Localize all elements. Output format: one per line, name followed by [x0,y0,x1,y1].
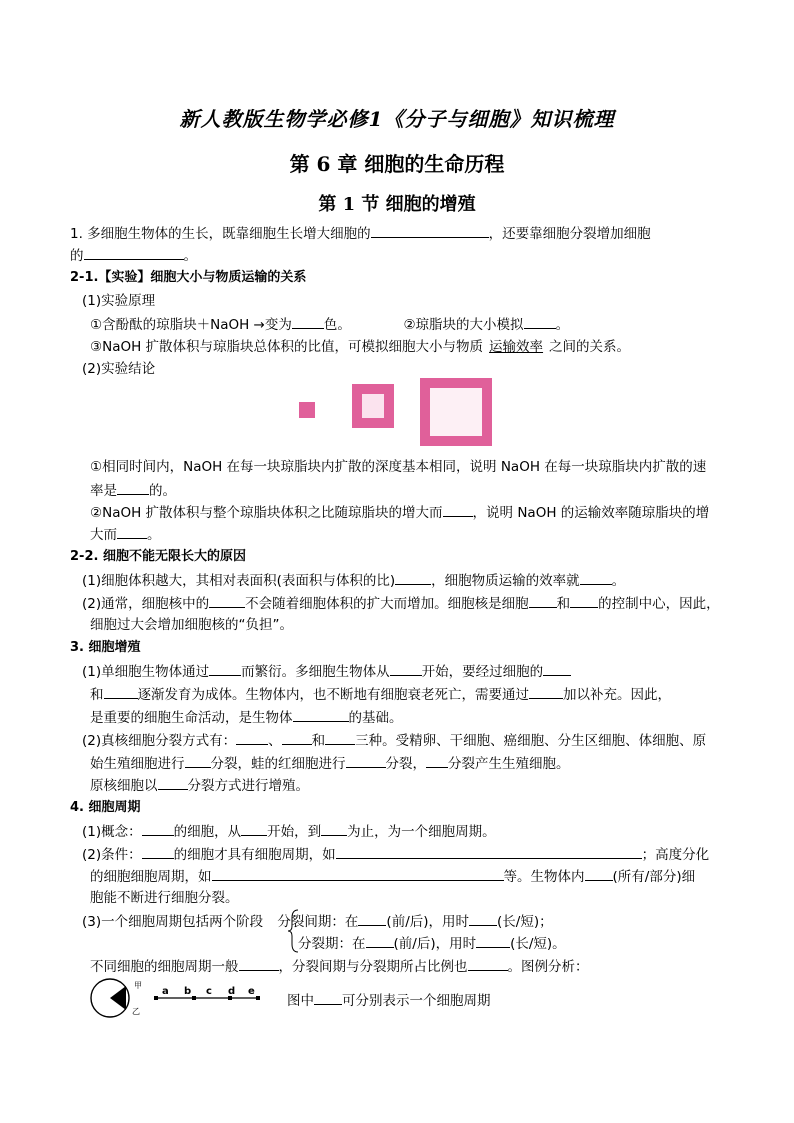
circle-label-2: 乙 [132,1007,140,1016]
chapter-heading: 第 6 章 细胞的生命历程 [289,152,505,176]
blank [443,503,473,517]
prolif-1-text-f: 加以补充。因此， [563,687,671,703]
medium-agar-core [362,394,384,418]
blank [209,594,245,608]
q1-text-a: 1. 多细胞生物体的生长，既靠细胞生长增大细胞的 [70,226,371,242]
prolif-2c [90,776,309,795]
cycle-2-text-c: ；高度分化 [641,847,710,863]
reason-2-text-b: 不会随着细胞体积的扩大而增加。细胞核是细胞 [245,596,529,612]
principle-2-tail: 。 [555,317,570,333]
principle-3-tail: 之间的关系。 [549,339,631,355]
reason-2 [82,594,720,613]
blank [314,991,342,1005]
segment-mark [192,996,196,1000]
blank [84,246,184,260]
cycle-3 [82,912,553,931]
cycle-2-text-f: (所有/部分)细 [612,869,696,885]
blank [239,957,279,971]
blank [395,571,431,585]
q1-text-b: ，还要靠细胞分裂增加细胞 [488,226,651,242]
q1-line-2 [70,246,197,265]
large-agar-core [430,388,482,436]
cycle-2-text-d: 的细胞细胞周期，如 [90,869,212,885]
q1-text-d: 。 [183,248,197,264]
conclusion-1b [90,481,176,500]
prolif-1-text-c: 开始，要经过细胞的 [421,664,544,680]
blank [585,867,613,881]
prolif-1 [82,662,571,681]
conclusion-2b [90,525,161,544]
cycle-1-text-b: 的细胞，从 [173,824,242,840]
conclusion-2-text: ②NaOH 扩散体积与整个琼脂块体积之比随琼脂块的增大而 [90,505,443,521]
segment-mark [256,996,260,1000]
blank [185,754,211,768]
heading-2-1: 2-1.【实验】细胞大小与物质运输的关系 [70,270,307,285]
reason-2-text-d: 的控制中心，因此， [598,596,720,612]
blank [321,822,347,836]
prolif-2 [82,731,706,750]
segment-label-c: c [206,986,212,997]
principle-3-text: ③NaOH 扩散体积与琼脂块总体积的比值，可模拟细胞大小与物质 [90,339,484,355]
principle-2-text: ②琼脂块的大小模拟 [403,317,524,333]
blank [426,754,448,768]
q1-line [70,224,651,243]
blank [117,481,149,495]
conclusion-2-text-c: 大而 [90,527,117,543]
prolif-2-text-b: 、 [268,733,282,749]
cell-cycle-figure [88,972,270,1024]
prolif-2-text-e: 始生殖细胞进行 [90,756,185,772]
segment-label-a: a [162,986,169,997]
blank [469,912,497,926]
underlined-answer: 运输效率 [489,339,544,355]
conclusion-2-tail: 。 [147,527,161,543]
blank [236,731,268,745]
reason-2b: 细胞过大会增加细胞核的“负担”。 [90,617,293,633]
conclusion-1-text-b: 率是 [90,483,117,499]
blank [209,662,241,676]
cycle-3-text-b: 分裂间期：在 [277,914,359,930]
blank [476,934,510,948]
cycle-4-text: 不同细胞的细胞周期一般 [90,959,239,975]
figure-question-tail: 可分别表示一个细胞周期 [342,993,491,1009]
prolif-2-text-d: 三种。受精卵、干细胞、癌细胞、分生区细胞、体细胞、原 [355,733,707,749]
q1-text-c: 的 [70,248,84,264]
conclusion-2-text-b: ，说明 NaOH 的运输效率随琼脂块的增 [472,505,710,521]
conclusion-2 [90,503,709,522]
conclusion-label: (2)实验结论 [82,361,156,377]
reason-1-text-b: ，细胞物质运输的效率就 [431,573,580,589]
agar-blocks-image [292,374,504,450]
prolif-2-text-f: 分裂，蛙的红细胞进行 [210,756,346,772]
blank [336,845,642,859]
prolif-2-text-j: 分裂方式进行增殖。 [187,778,309,794]
small-agar-block [299,402,315,418]
segment-label-e: e [248,986,255,997]
reason-2-text: (2)通常，细胞核中的 [82,596,210,612]
conclusion-1-text: ①相同时间内，NaOH 在每一块琼脂块内扩散的深度基本相同，说明 NaOH 在每一块琼脂块内扩散的速 [90,459,707,475]
principle-1-tail: 色。 [323,317,351,333]
segment-label-d: d [228,986,236,997]
prolif-1b [90,685,671,704]
prolif-1-text: (1)单细胞生物体通过 [82,664,210,680]
blank [346,754,386,768]
reason-2-text-c: 和 [556,596,571,612]
principle-1 [90,315,569,334]
blank [529,685,563,699]
heading-2-2: 2-2. 细胞不能无限长大的原因 [70,549,246,564]
cycle-1 [82,822,496,841]
blank [282,731,312,745]
section-heading: 第 1 节 细胞的增殖 [318,194,476,215]
cycle-2b [90,867,695,886]
blank [212,867,504,881]
cycle-1-text-d: 为止，为一个细胞周期。 [347,824,496,840]
cycle-1-text-c: 开始，到 [267,824,322,840]
figure-question [287,991,491,1010]
prolif-1-text-d: 和 [90,687,104,703]
prolif-2-text-c: 和 [311,733,326,749]
prolif-1-text-b: 而繁衍。多细胞生物体从 [241,664,390,680]
prolif-2b [90,754,570,773]
prolif-1-text-h: 的基础。 [348,710,403,726]
blank [371,224,489,238]
segment-label-b: b [184,986,192,997]
segment-mark [154,996,158,1000]
cycle-2c: 胞能不断进行细胞分裂。 [90,890,239,906]
prolif-2-text-i: 原核细胞以 [90,778,158,794]
cycle-3-text-e: 分裂期：在 [298,936,366,952]
cycle-1-text: (1)概念： [82,824,142,840]
blank [390,662,422,676]
blank [142,845,174,859]
conclusion-1-tail: 的。 [149,483,176,499]
blank [104,685,138,699]
heading-3: 3. 细胞增殖 [70,640,141,655]
blank [468,957,508,971]
prolif-2-text-g: 分裂， [385,756,426,772]
cycle-2-text-e: 等。生物体内 [503,869,585,885]
cycle-3-text-g: (长/短)。 [510,936,566,952]
principle-3 [90,338,630,356]
blank [293,708,349,722]
blank [529,594,557,608]
prolif-1-text-g: 是重要的细胞生命活动，是生物体 [90,710,293,726]
principle-1-text: ①含酚酞的琼脂块＋NaOH →变为 [90,317,292,333]
document-title: 新人教版生物学必修1《分子与细胞》知识梳理 [179,107,615,131]
blank [158,776,188,790]
cycle-3-text-f: (前/后)，用时 [393,936,477,952]
blank [325,731,355,745]
reason-1-text: (1)细胞体积越大，其相对表面积(表面积与体积的比) [82,573,396,589]
cycle-3-text: (3)一个细胞周期包括两个阶段 [82,914,264,930]
cycle-3b [298,934,566,953]
blank [358,912,386,926]
blank [366,934,394,948]
blank [580,571,612,585]
blank [292,315,324,329]
blank [524,315,556,329]
principle-label: (1)实验原理 [82,293,156,309]
circle-label-1: 甲 [134,981,142,990]
reason-1-tail: 。 [611,573,626,589]
blank [570,594,598,608]
blank [543,662,571,676]
prolif-2-text: (2)真核细胞分裂方式有： [82,733,237,749]
cycle-2-text: (2)条件： [82,847,142,863]
conclusion-1 [90,458,706,476]
cycle-2 [82,845,709,864]
prolif-1c [90,708,403,727]
cycle-3-text-c: (前/后)，用时 [386,914,470,930]
prolif-1-text-e: 逐渐发育为成体。生物体内，也不断地有细胞衰老死亡，需要通过 [137,687,529,703]
cycle-4-text-b: ，分裂间期与分裂期所占比例也 [278,959,468,975]
blank [117,525,147,539]
blank [142,822,174,836]
prolif-2-text-h: 分裂产生生殖细胞。 [448,756,570,772]
heading-4: 4. 细胞周期 [70,800,141,815]
figure-question-text: 图中 [287,993,314,1009]
reason-1 [82,571,625,590]
cycle-2-text-b: 的细胞才具有细胞周期，如 [173,847,336,863]
cycle-3-text-d: (长/短)； [497,914,553,930]
cycle-4-text-c: 。图例分析： [507,959,589,975]
blank [241,822,267,836]
